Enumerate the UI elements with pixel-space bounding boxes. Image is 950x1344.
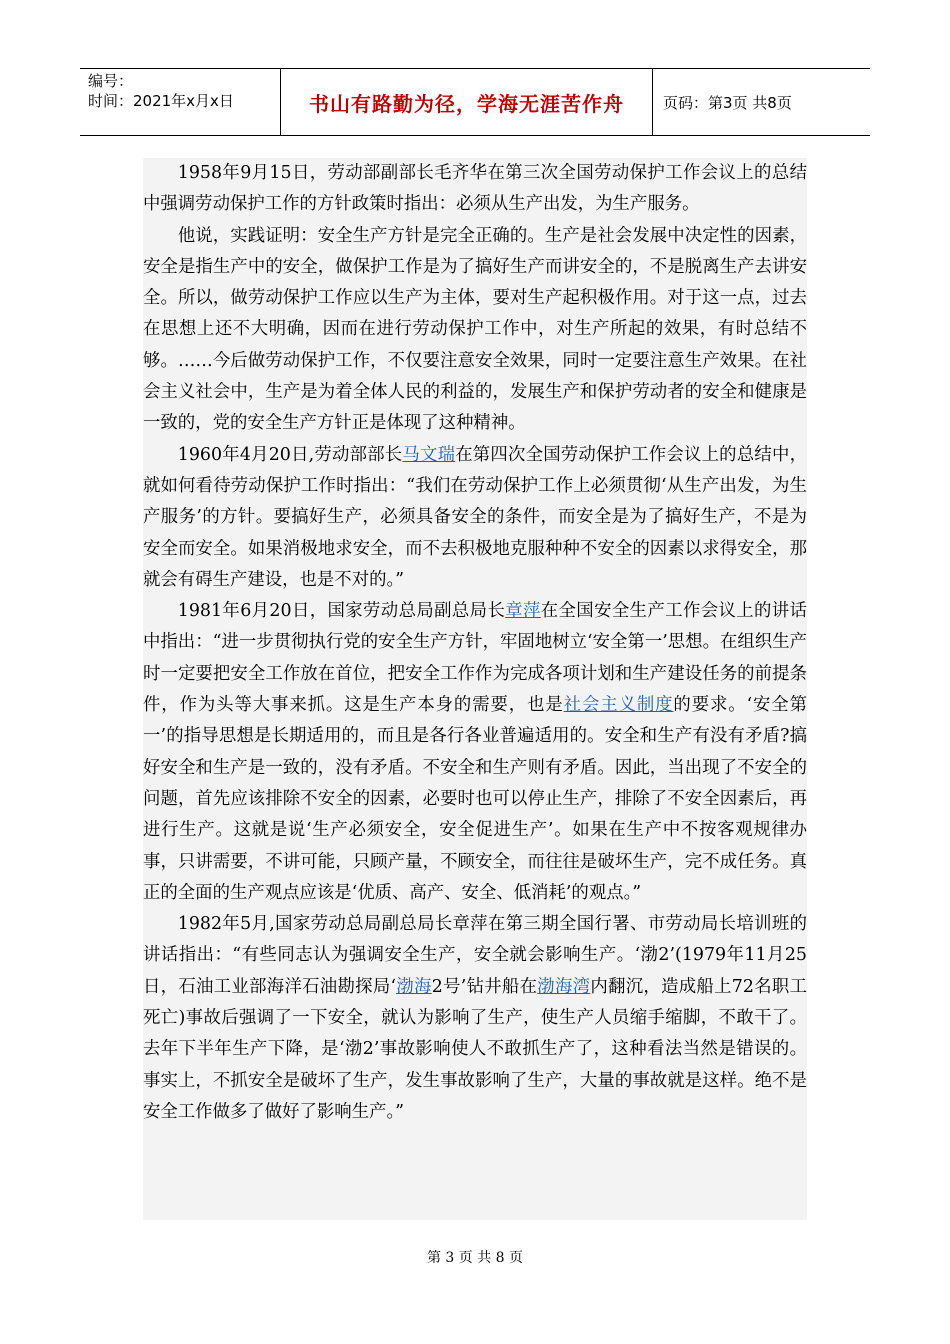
paragraph-text: 在全国安全生产工作会议上的讲话中指出：“进一步贯彻执行党的安全生产方针，牢固地树立‘安全第一’思想。在组织生产时一定要把安全工作放在首位，把安全工作作为完成各项计划和生产建设任务的前提条件，作为头等大事来抓。这是生产本身的需要，也是 [143, 601, 807, 716]
paragraph-text: 内翻沉，造成船上72名职工死亡)事故后强调了一下安全，就认为影响了生产，使生产人员缩手缩脚，不敢干了。去年下半年生产下降，是‘渤2’事故影响使人不敢抓生产了，这种看法当然是错误的。事实上，不抓安全是破坏了生产，发生事故影响了生产，大量的事故就是这样。绝不是安全工作做多了做好了影响生产。” [143, 976, 807, 1122]
document-number-label: 编号： [88, 72, 134, 90]
paragraph-text: 的要求。‘安全第一’的指导思想是长期适用的，而且是各行各业普遍适用的。安全和生产有没有矛盾?搞好安全和生产是一致的，没有矛盾。不安全和生产则有矛盾。因此，当出现了不安全的问题，首先应该排除不安全的因素，必要时也可以停止生产，排除了不安全因素后，再进行生产。这就是说‘生产必须安全，安全促进生产’。如果在生产中不按客观规律办事，只讲需要，不讲可能，只顾产量，不顾安全，而往往是破坏生产，完不成任务。真正的全面的生产观点应该是‘优质、高产、安全、低消耗’的观点。” [143, 695, 807, 903]
page-header [80, 68, 870, 136]
paragraph-text: 1981年6月20日，国家劳动总局副总局长 [177, 601, 506, 622]
page-footer: 第 3 页 共 8 页 [426, 1250, 524, 1266]
paragraph-text: 2号’钻井船在 [431, 976, 538, 997]
paragraph-1958: 1958年9月15日，劳动部副部长毛齐华在第三次全国劳动保护工作会议上的总结中强调劳动保护工作的方针政策时指出：必须从生产出发，为生产服务。 [143, 163, 807, 215]
link-zhang-ping[interactable]: 章萍 [505, 601, 541, 622]
link-ma-wenrui[interactable]: 马文瑞 [402, 444, 456, 465]
link-bohai[interactable]: 渤海 [396, 976, 432, 997]
header-motto: 书山有路勤为径，学海无涯苦作舟 [281, 69, 653, 135]
paragraph-1982 [143, 909, 807, 1128]
paragraph-1981 [143, 596, 807, 909]
document-body [143, 158, 807, 1220]
header-meta [80, 69, 281, 135]
paragraph-text: 1982年5月,国家劳动总局副总局长章萍在第三期全国行署、市劳动局长培训班的讲话指出：“有些同志认为强调安全生产，安全就会影响生产。‘渤2’(1979年11月25日，石油工业部海洋石油勘探局‘ [143, 914, 807, 997]
link-bohai-bay[interactable]: 渤海湾 [537, 976, 591, 997]
link-socialist-system[interactable]: 社会主义制度 [563, 695, 674, 716]
header-page-info: 页码：第3页 共8页 [663, 93, 792, 112]
paragraph-practice: 他说，实践证明：安全生产方针是完全正确的。生产是社会发展中决定性的因素，安全是指生产中的安全，做保护工作是为了搞好生产而讲安全的，不是脱离生产去讲安全。所以，做劳动保护工作应以生产为主体，要对生产起积极作用。对于这一点，过去在思想上还不大明确，因而在进行劳动保护工作中，对生产所起的效果，有时总结不够。……今后做劳动保护工作，不仅要注意安全效果，同时一定要注意生产效果。在社会主义社会中，生产是为着全体人民的利益的，发展生产和保护劳动者的安全和健康是一致的，党的安全生产方针正是体现了这种精神。 [143, 225, 807, 434]
paragraph-1960 [143, 440, 807, 596]
document-date: 时间：2021年x月x日 [88, 92, 234, 110]
paragraph-text: 1960年4月20日,劳动部部长 [177, 444, 403, 465]
paragraph-text: 在第四次全国劳动保护工作会议上的总结中，就如何看待劳动保护工作时指出：“我们在劳动保护工作上必须贯彻‘从生产出发，为生产服务’的方针。要搞好生产，必须具备安全的条件，而安全是为了搞好生产，不是为安全而安全。如果消极地求安全，而不去积极地克服种种不安全的因素以求得安全，那就会有碍生产建设，也是不对的。” [143, 444, 807, 590]
